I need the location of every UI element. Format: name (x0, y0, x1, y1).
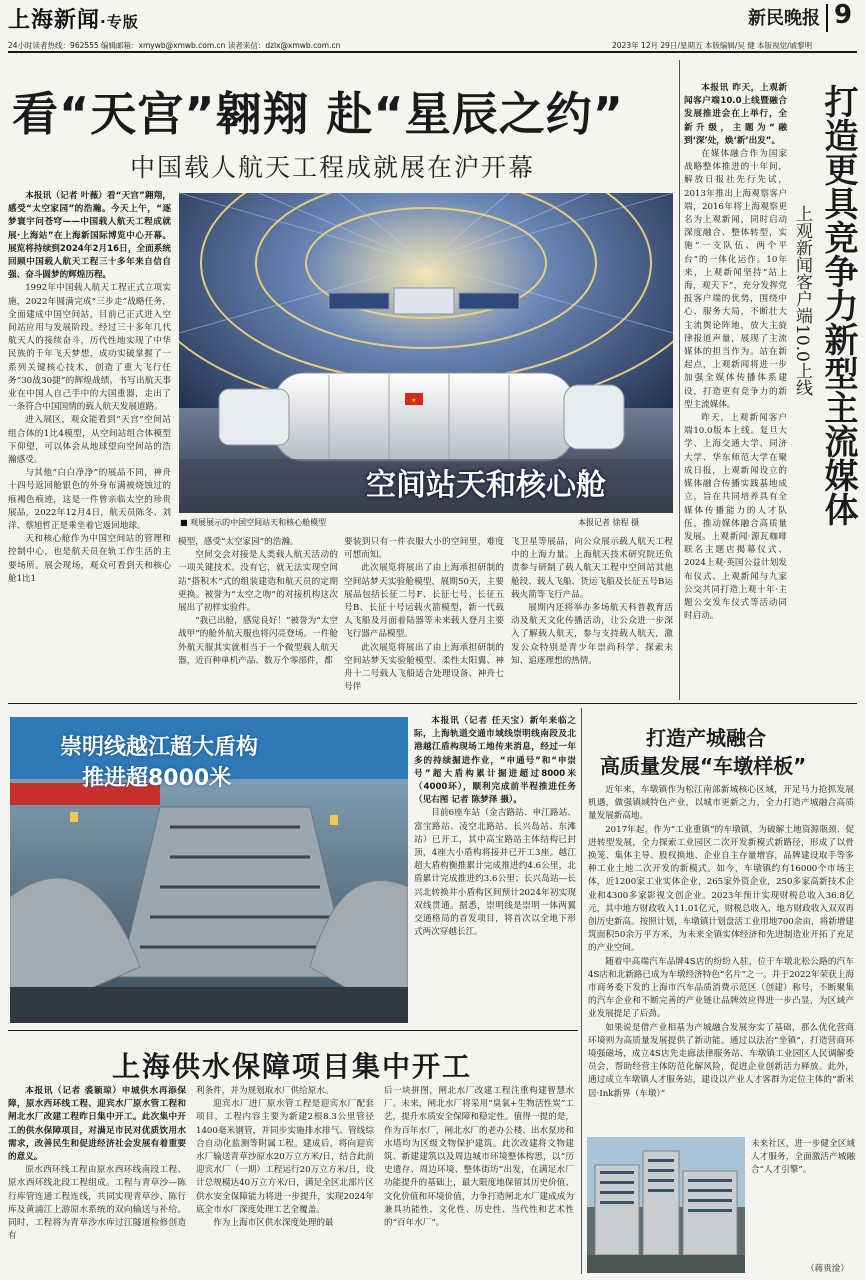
tunnel-text (414, 715, 576, 1027)
right-column-text (684, 82, 787, 699)
tunnel-headline-2: 推进超8000米 (82, 766, 232, 791)
water-col2-p2: 迎宾水厂进厂原水管工程是迎宾水厂配套项目，工程内容主要为新建2根8.3公里管径1400毫米钢管，并同步实施排水排气、管线综合自动化监测等附属工程。建成后，将向迎宾水厂输送青草沙原水20万立方米/日，结合此前迎宾水厂（一期）工程运行20万立方米/日，设计总规模达40万立方米/日，满足全区北部片区供水安全保障能力将进一步提升，实现2024年底全市水厂深度处理工艺全覆盖。 (196, 1099, 374, 1215)
lead-col1-p2: 1992年中国载人航天工程正式立项实施，2022年圆满完成“三步走”战略任务，全面建成中国空间站，目前已正式进入空间站应用与发展阶段。经过三十多年几代航天人的接续奋斗，历代性地实现了中华民族的千年飞天梦想，成功实破掌握了一系列关键核心技术，创造了重大飞行任务“30战30捷”的辉煌战绩，书写出航天事业在中国人自己手中的大国重器，走出了一条符合中国国情的载人航天发展道路。 (8, 283, 171, 413)
tunnel-p2: 目前6座车站（金吉路站、申江路站、富宝路站、凌空北路站、长兴岛站、东滩站）已开工，其中高宝路站主体结构已封顶，4座大小盾构将接并已开工3座。越江超大盾构衡推累计完成推进约4.6公里，北盾累计完成推进约3.6公里；长兴岛站—长兴北转换井小盾构区间预计2024年初实现双线贯通。据悉，崇明线是崇明一体两翼交通格局的首发项目，将首次以全地下形式两次穿越长江。 (414, 808, 576, 938)
svg-text:★: ★ (411, 397, 417, 404)
water-column-3 (384, 1085, 574, 1277)
right-divider (679, 60, 680, 700)
industry-p4: 如果说是借产业相基为产城融合发展夯实了基础，那么优化营商环境则为高质量发展提供了新动能。通过以法治“坐镇”，打造营商环境强磁场，成立4S店先走廊法律服务站、车墩镇工业园区人民调解委员会，帮助经营主体防范化解风险，促进企业创新活力释放。此外，通过成立车墩镇人才服务站，建设以产业人才客群为定位主体的“新米居·Ink新界（车墩）” (588, 1022, 854, 1099)
photo-caption: ■ 观展展示的中国空间站天和核心舱模型 (180, 518, 327, 527)
right-p2: 在媒体融合作为国家战略整体推进的十年间，解放日报社先行先试，2013年推出上海观察客户端，2016年将上海观察更名为上观新闻，同时启动深度融合、整体转型，实施“一支队伍、两个平台”的一体化运作。10年来，上观新闻坚持“站上海，观天下”，充分发挥党报客户端的优势，围绕中心、服务大局，不断壮大主流舆论阵地，放大主旋律报道声量，展现了主流媒体的担当作为。站在新起点，上观新闻将进一步加强全媒体传播体系建设，打造更有竞争力的新型主流媒体。 (684, 149, 787, 410)
water-col2-p3: 作为上海市区供水深度处理的最 (213, 1218, 334, 1229)
right-p1: 本报讯 昨天，上观新闻客户端10.0上线暨融合发展推进会在上举行，全新升级，主题为“融到‘深’处，焕‘新’出发”。 (684, 83, 787, 146)
lead-col4-p2: 展期内还将举办多场航天科普教育活动及航天文化传播活动，让公众进一步深入了解载人航天，参与支持载人航天，激发公众特别是青少年崇尚科学、探索未知、追逐理想的热情。 (511, 603, 673, 666)
town-illustration (587, 1137, 745, 1273)
section-name: 上海新闻 (8, 8, 101, 33)
lead-col2-p3: “我已出舱，感觉良好！”被誉为“太空战甲”的舱外航天服也将闪亮登场。一件舱外航天服其实就相当于一个微型载人航天器，近百种单机产品、数万个零部件，都 (178, 616, 338, 666)
lead-col2-p2: 空间交会对接是人类载人航天活动的一项关键技术。没有它，就无法实现空间站“搭积木”式的组装建造和航天员的定期更换。被誉为“太空之吻”的对接机构这次展出了初样实验件。 (178, 550, 338, 614)
lead-col3-p1: 要装到只有一件衣服大小的空间里，难度可想而知。 (344, 537, 504, 561)
water-headline: 上海供水保障项目集中开工 (112, 1050, 473, 1083)
lead-col1-p5: 天和核心舱作为中国空间站的管理和控制中心，也是航天员在轨工作生活的主要场所。展会现场，观众可看到天和核心舱1比1 (8, 534, 171, 584)
hotline-text: 24小时读者热线：962555 编辑邮箱：xmywb@xmwb.com.cn 读者来信：dzlx@xmwb.com.cn (8, 41, 341, 50)
lead-col3-p2: 此次展览将展出了由上海承担研制的空间站梦天实验舱模型，展期50天，主要展品包括长征二号F、长征七号、长征五号B、长征十号运载火箭模型，新一代载人飞船及月面着陆器等未来载人登月主要飞行器产品模型。 (344, 563, 504, 640)
lead-subhead: 中国载人航天工程成就展在沪开幕 (130, 153, 536, 182)
industry-p2: 2017年起，作为“工业重镇”的车墩镇，为破解土地资源瓶颈、促进转型发展，全力探索工业园区二次开发新模式新路径，形成了以骨换笼、集体主导、股权换地、企业自主存量增容，品牌建设取手等多种工业土地二次开发的新模式。如今，车墩镇约有16000个市场主体，近1200家工业实体企业，265家外资企业，250多家高新技术企业和4300多家影视文创企业。2023年预计实现财税总收入36.8亿元，其中地方财政收入11.01亿元，财税总收入、地方财政收入双双再创历史新高。按照计划，车墩镇计划盘活工业用地700余亩，将新增建筑面积50余万平方米，为未来全镇实体经济和先进制造业开拓了充足的产业空间。 (588, 824, 854, 954)
lead-col3-p3: 此次展览将展出了由上海承担研制的空间站梦天实验舱模型、柔性太阳翼、神舟十二号载人飞船适合处理设备、神舟七号伴 (344, 642, 504, 693)
town-photo (587, 1137, 745, 1273)
lead-headline: 看“天宫”翱翔 赴“星辰之约” (12, 87, 624, 141)
paper-logo: 新民晚报 (748, 8, 820, 29)
tunnel-p1: 本报讯（记者 任天宝）新年来临之际，上海轨道交通市域线崇明线南段及北港越江盾构现场工地传来消息，经过一年多的持续掘进作业，“申通号”和“申崇号”超大盾构累计掘进超过8000米（4000环），顺利完成前半程推进任务（见右图 记者 陈梦泽 摄）。 (414, 716, 576, 806)
lead-col1-p4: 与其他“白白净净”的展品不同，神舟十四号返回舱银色的外身布满被烧蚀过的痕褐色痕迹，这是一件曾亲临太空的珍贵展品，2022年12月4日，航天员陈冬、刘洋、蔡旭哲正是乘坐着它返回地球。 (8, 468, 171, 532)
lead-col1-p1: 本报讯（记者 叶薇）看“天宫”翱翔，感受“太空家园”的浩瀚。今天上午，“逐梦寰宇问苍穹——中国载人航天工程成就展·上海站”在上海新国际博览中心开幕。展览将持续到2024年2月16日，全面系统回顾中国载人航天工程三十多年来自信自强、奋斗圆梦的辉煌历程。 (8, 191, 171, 281)
logo-divider (826, 4, 828, 32)
section-title (8, 3, 139, 34)
masthead-rule (8, 51, 857, 53)
water-column-2 (196, 1085, 374, 1277)
industry-p1: 近年来，车墩镇作为松江南部新城核心区域，开足马力抢抓发展机遇，做强镇域特色产业，以城市更新之力，全力打造产城融合高质量发展新高地。 (588, 785, 854, 822)
lead-col4-p1: 飞卫星等展品，向公众展示载人航天工程中的上海力量。上海航天技术研究院还负责参与研制了载人航天工程中空间站其他舱段、载人飞船、货运飞船及长征五号B运载火箭等飞行产品。 (511, 537, 673, 600)
edition-label: ·专版 (100, 13, 139, 31)
photo-credit: 本报记者 徐程 摄 (578, 518, 640, 527)
water-rule (8, 1030, 578, 1031)
industry-sidebar (751, 1138, 855, 1258)
industry-text (588, 784, 854, 1134)
water-col2-p1: 利条件，并为规划取水厂供给原水。 (196, 1086, 334, 1096)
water-col3-p1: 后一块拼图，闸北水厂改建工程注重构建智慧水厂。未来，闸北水厂将采用“臭氧+生物活性炭”工艺，提升水质安全保障和稳定性。值得一提的是，作为百年水厂，闸北水厂的老办公楼、出水泵房和水塔均为区级文物保护建筑。此次改建将文物建筑、新建建筑以及周边城市环境整体构思，以“历史遗存、周边环境、整体街坊”出发，在满足水厂功能提升的基础上，最大限度地保留其历史价值、文化价值和环境价值，力争打造闸北水厂建成成为兼具功能性、文化性、历史性、当代性和艺术性的“百年水厂”。 (384, 1086, 574, 1229)
industry-sidebar-text: 未来社区，进一步健全区域人才服务，全面激活产城融合“人才引擎”。 (751, 1139, 855, 1176)
water-column-1 (8, 1085, 186, 1277)
lead-col1-p3: 进入展区，观众能看到“天宫”空间站组合体的1比4模型，从空间站组合体模型下仰望，可以体会从地球望向空间站的浩瀚感受。 (8, 415, 171, 466)
industry-headline-1: 打造产城融合 (646, 726, 766, 750)
lead-column-1 (8, 190, 171, 697)
tunnel-headline-1: 崇明线越江超大盾构 (60, 735, 259, 760)
industry-headline-2: 高质量发展“车墩样板” (600, 754, 807, 778)
lead-column-4 (511, 536, 673, 696)
lead-col2-p1: 模型，感受“太空家园”的浩瀚。 (178, 537, 299, 547)
industry-p3: 随着中高端汽车品牌4S店的纷纷入驻，位于车墩北松公路的汽车4S店和北新路已成为车墩经济特色“名片”之一。并于2022年荣获上海市商务委下发的上海市汽车品质消费示范区（创建）称号，不断聚集的汽车企业和不断完善的产业链让品牌效应得进一步凸显，为区域产业发展提足了后劲。 (588, 956, 854, 1020)
right-subhead: 上观新闻客户端10.0上线 (792, 205, 812, 396)
page-number: 9 (834, 0, 853, 30)
water-col1-p1: 本报讯（记者 裘颖琼）申城供水再添保障，原水西环线工程、迎宾水厂原水管工程和闸北水厂改建工程昨日集中开工。此次集中开工的供水保障项目，对满足市民对优质饮用水需求，改善民生和促进经济社会发展有着重要的意义。 (8, 1086, 186, 1163)
middle-rule (8, 703, 857, 704)
industry-divider (581, 708, 582, 1274)
right-p3: 昨天，上观新闻客户端10.0版本上线。复旦大学、上海交通大学、同济大学、华东师范大学在聚成日报，上观新闻设立的媒体融合传播实践基地成立，旨在共同培养具有全媒体传播能力的人才队伍，推动媒体融合高质量发展。上观新闻·源瓦咖啡联名主题店揭幕仪式、2024上观·英国公益计划发布仪式、上观新闻与九家公交共同打造上观十年·主题公交发车仪式等活动同时启动。 (684, 413, 787, 622)
right-headline: 打造更具竞争力新型主流媒体 (818, 84, 858, 526)
lead-column-2 (178, 536, 338, 696)
lead-column-3 (344, 536, 504, 696)
industry-author: （蒋贵淦） (806, 1264, 849, 1274)
photo-overlay-title: 空间站天和核心舱 (366, 468, 606, 503)
water-col1-p2: 原水西环线工程由原水西环线南段工程、原水西环线北段工程组成。工程与青草沙—陈行库管连通工程连线，共同实现青草沙、陈行库及黄浦江上游原水系统的双向输送与补给。同时，工程将为青草沙水库过江隧道检修创造有 (8, 1165, 186, 1242)
dateline: 2023年 12月 29日/星期五 本版编辑/吴 健 本版视觉/戚黎明 (612, 41, 813, 50)
